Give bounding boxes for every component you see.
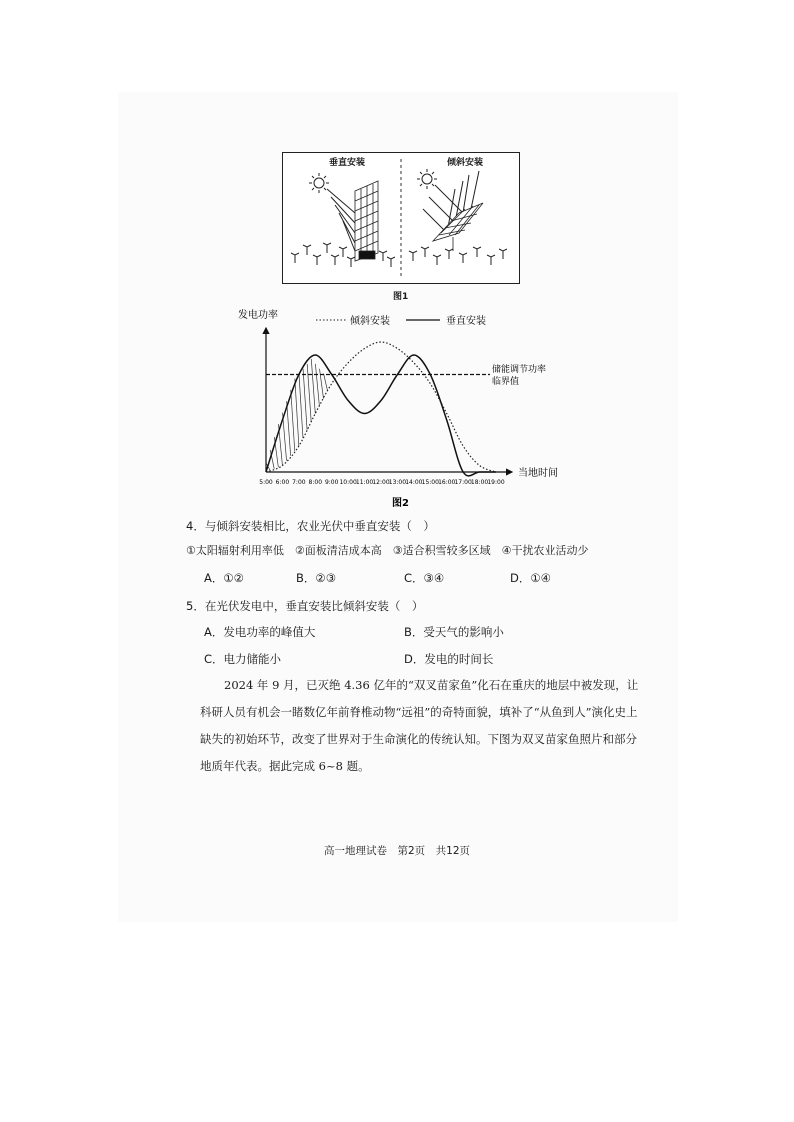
figure-1-caption: 图1 xyxy=(393,292,409,302)
x-tick-label: 17:00 xyxy=(454,479,472,486)
hatch-line xyxy=(295,379,299,447)
threshold-label-2: 临界值 xyxy=(492,377,520,387)
x-tick-label: 11:00 xyxy=(355,479,374,486)
q5-stem: 5．在光伏发电中，垂直安装比倾斜安装（ ） xyxy=(186,599,424,613)
passage-line-1: 2024 年 9 月，已灭绝 4.36 亿年的“双叉苗家鱼”化石在重庆的地层中被发现，让 xyxy=(224,678,639,692)
y-axis-label: 发电功率 xyxy=(238,310,278,321)
x-tick-label: 12:00 xyxy=(372,479,390,486)
q5-option-d[interactable]: D．发电的时间长 xyxy=(404,652,494,666)
x-tick-label: 6:00 xyxy=(275,479,290,486)
figure-1-left-title: 垂直安装 xyxy=(329,158,366,168)
x-axis-label: 当地时间 xyxy=(518,468,558,479)
figure-2-chart xyxy=(228,306,568,516)
legend-tilted-label: 倾斜安装 xyxy=(350,316,390,327)
hatch-line xyxy=(315,364,319,406)
q4-option-c[interactable]: C．③④ xyxy=(404,571,445,585)
legend-vertical-label: 垂直安装 xyxy=(446,316,486,327)
hatch-line xyxy=(311,359,315,414)
x-tick-label: 10:00 xyxy=(339,479,357,486)
x-tick-label: 13:00 xyxy=(388,479,407,486)
q4-option-a[interactable]: A．①② xyxy=(204,571,244,585)
vertical-panel xyxy=(355,181,378,261)
figure-2-caption: 图2 xyxy=(392,498,409,509)
passage-line-3: 缺失的初始环节，改变了世界对于生命演化的传统认知。下图为双叉苗家鱼照片和部分 xyxy=(200,732,637,746)
series-line-vertical xyxy=(266,355,496,476)
x-tick-label: 16:00 xyxy=(438,479,456,486)
hatch-line xyxy=(299,374,303,438)
x-tick-label: 19:00 xyxy=(487,479,505,486)
hatch-area xyxy=(266,359,328,470)
x-tick-label: 7:00 xyxy=(292,479,306,486)
series-line-tilted xyxy=(266,342,496,472)
x-tick-label: 18:00 xyxy=(470,479,489,486)
figure-1 xyxy=(282,152,520,284)
q4-stem: 4．与倾斜安装相比，农业光伏中垂直安装（ ） xyxy=(186,519,435,533)
q5-option-a[interactable]: A．发电功率的峰值大 xyxy=(204,625,316,639)
hatch-line xyxy=(287,401,291,456)
figure-1-right-title: 倾斜安装 xyxy=(447,158,484,168)
passage-line-4: 地质年代表。据此完成 6~8 题。 xyxy=(200,759,370,773)
figure-1-illustration xyxy=(283,153,519,283)
q4-option-b[interactable]: B．②③ xyxy=(296,571,337,585)
hatch-line xyxy=(291,390,295,451)
x-tick-label: 9:00 xyxy=(324,479,339,486)
q5-option-c[interactable]: C．电力储能小 xyxy=(204,652,282,666)
passage xyxy=(200,672,639,780)
hatch-line xyxy=(307,364,311,422)
power-chart-svg xyxy=(228,306,568,516)
hatch-line xyxy=(320,369,324,399)
sun-icon xyxy=(417,169,437,189)
q4-option-d[interactable]: D．①④ xyxy=(510,571,551,585)
q4-statements: ①太阳辐射利用率低 ②面板清洁成本高 ③适合积雪较多区域 ④干扰农业活动少 xyxy=(186,544,589,557)
sun-icon xyxy=(309,173,329,193)
threshold-label-1: 储能调节功率 xyxy=(492,365,547,375)
x-tick-label: 5:00 xyxy=(259,479,273,486)
passage-line-2: 科研人员有机会一睹数亿年前脊椎动物“远祖”的奇特面貌，填补了“从鱼到人”演化史上 xyxy=(200,705,638,719)
hatch-line xyxy=(324,374,328,391)
page-footer: 高一地理试卷 第2页 共12页 xyxy=(323,845,471,857)
hatch-line xyxy=(303,369,307,430)
x-tick-label: 14:00 xyxy=(405,479,423,486)
x-tick-label: 15:00 xyxy=(421,479,439,486)
x-tick-label: 8:00 xyxy=(308,479,323,486)
q5-option-b[interactable]: B．受天气的影响小 xyxy=(404,625,504,639)
